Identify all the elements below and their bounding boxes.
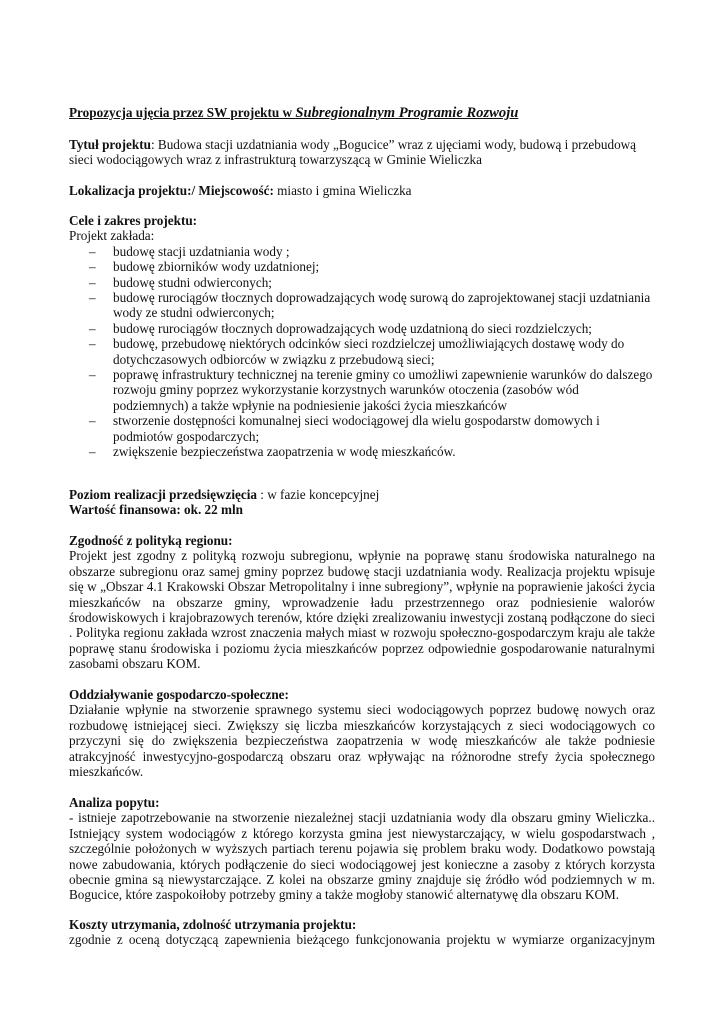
list-item: – stworzenie dostępności komunalnej sieci wodociągowej dla wielu gospodarstw domowych i podmiotów gospodarczych; xyxy=(69,413,655,444)
goals-intro: Projekt zakłada: xyxy=(69,228,155,244)
demand-text: - istnieje zapotrzebowanie na stworzenie niezależnej stacji uzdatniania wody dla obszaru gminy Wieliczka.. Istniejący system wodociągów z którego korzysta gmina jest niewystarczający, w wielu gospodarstwach , szczególnie położonych w wyższych partiach terenu pojawia się problem braku wody. Dodatkowo powstają nowe zabudowania, których podłączenie do sieci wodociągowej jest konieczne a zasoby z których korzysta obecnie gmina są niewystarczające. Z kolei na obszarze gminy znajduje się źródło wód podziemnych w m. Bogucice, które zaspokoiłoby potrzeby gminy a także mogłoby stanowić alternatywę dla obszaru KOM. xyxy=(69,810,655,903)
list-item: – budowę, przebudowę niektórych odcinków sieci rozdzielczej umożliwiających dostawę wody do dotychczasowych odbiorców w związku z przebudową sieci; xyxy=(69,336,655,367)
location-value: miasto i gmina Wieliczka xyxy=(273,183,412,198)
goals-heading: Cele i zakres projektu: xyxy=(69,213,198,228)
program-name: Subregionalnym Programie Rozwoju xyxy=(295,105,519,121)
costs-section xyxy=(69,917,655,948)
page-title xyxy=(69,105,655,121)
financial-value: Wartość finansowa: ok. 22 mln xyxy=(69,502,244,518)
realization-level-label: Poziom realizacji przedsięwzięcia xyxy=(69,487,257,502)
list-item: – zwiększenie bezpieczeństwa zaopatrzenia w wodę mieszkańców. xyxy=(69,444,655,459)
policy-section xyxy=(69,533,655,672)
goals-section xyxy=(69,213,655,460)
list-item: – budowę stacji uzdatniania wody ; xyxy=(69,244,655,259)
list-item: – poprawę infrastruktury technicznej na terenie gminy co umożliwi zapewnienie warunków do dalszego rozwoju gminy poprzez wykorzystanie korzystnych warunków otoczenia (zasobów wód podziemnych) a także wpłynie na podniesienie jakości życia mieszkańców xyxy=(69,367,655,413)
list-item: – budowę rurociągów tłocznych doprowadzających wodę uzdatnioną do sieci rozdzielczych; xyxy=(69,321,655,336)
list-item: – budowę studni odwierconych; xyxy=(69,275,655,290)
title-prefix: Propozycja ujęcia przez SW projektu w xyxy=(69,105,296,120)
policy-heading: Zgodność z polityką regionu: xyxy=(69,533,233,548)
impact-section xyxy=(69,687,655,779)
impact-text: Działanie wpłynie na stworzenie sprawnego systemu sieci wodociągowych poprzez budowę nowych oraz rozbudowę istniejącej sieci. Zwiększy się liczba mieszkańców korzystających z sieci wodociągowych co przyczyni się do zwiększenia bezpieczeństwa zaopatrzenia w wodę mieszkańców ale także podniesie atrakcyjność inwestycyjno-gospodarczą obszaru oraz wpływając na różnorodne strefy życia społecznego mieszkańców. xyxy=(69,702,655,780)
realization-level-value: : w fazie koncepcyjnej xyxy=(256,487,380,502)
impact-heading: Oddziaływanie gospodarczo-społeczne: xyxy=(69,687,289,702)
status-section xyxy=(69,487,655,518)
project-title-label: Tytuł projektu xyxy=(69,137,151,152)
costs-heading: Koszty utrzymania, zdolność utrzymania projektu: xyxy=(69,917,357,932)
location-paragraph xyxy=(69,183,655,198)
demand-section xyxy=(69,795,655,903)
policy-text: Projekt jest zgodny z polityką rozwoju subregionu, wpłynie na poprawę stanu środowiska naturalnego na obszarze subregionu oraz samej gminy poprzez budowę stacji uzdatniania wody. Realizacja projektu wpisuje się w „Obszar 4.1 Krakowski Obszar Metropolitalny i inne subregiony”, wpłynie na poprawienie jakości życia mieszkańców na obszarze gminy, wprowadzenie ładu przestrzennego oraz podniesienie walorów środowiskowych i krajobrazowych terenów, które dzięki zrealizowaniu inwestycji zostaną podłączone do sieci . Polityka regionu zakłada wzrost znaczenia małych miast w rozwoju społeczno-gospodarczym kraju ale także poprawę stanu środowiska i poziomu życia mieszkańców poprzez odpowiednie gospodarowanie naturalnymi zasobami obszaru KOM. xyxy=(69,548,655,672)
project-title-paragraph xyxy=(69,137,655,168)
goals-list xyxy=(69,244,655,460)
project-title-text: : Budowa stacji uzdatniania wody „Bogucice” wraz z ujęciami wody, budową i przebudową sieci wodociągowych wraz z infrastrukturą towarzyszącą w Gminie Wieliczka xyxy=(69,137,637,168)
location-label: Lokalizacja projektu:/ Miejscowość: xyxy=(69,183,274,198)
costs-text: zgodnie z oceną dotyczącą zapewnienia bieżącego funkcjonowania projektu w wymiarze organizacyjnym xyxy=(69,932,655,948)
list-item: – budowę rurociągów tłocznych doprowadzających wodę surową do zaprojektowanej stacji uzdatniania wody ze studni odwierconych; xyxy=(69,290,655,321)
demand-heading: Analiza popytu: xyxy=(69,795,160,810)
list-item: – budowę zbiorników wody uzdatnionej; xyxy=(69,259,655,274)
